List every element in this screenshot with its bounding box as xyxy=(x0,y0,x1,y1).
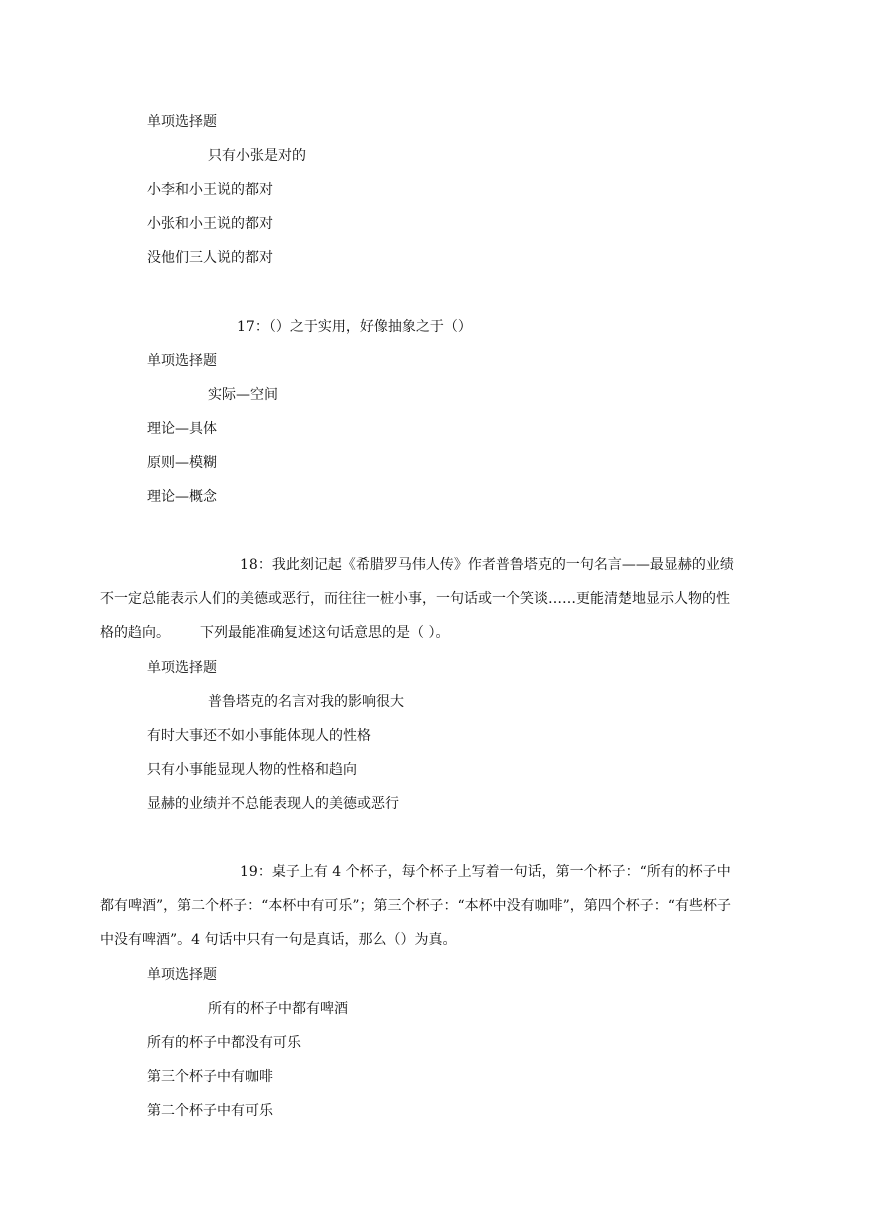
option-b[interactable]: 所有的杯子中都没有可乐 xyxy=(147,1035,301,1051)
question-18-stem xyxy=(100,548,740,650)
question-type-label: 单项选择题 xyxy=(147,353,217,369)
question-type-label: 单项选择题 xyxy=(147,967,217,983)
option-d[interactable]: 第二个杯子中有可乐 xyxy=(147,1103,273,1119)
option-a[interactable]: 实际—空间 xyxy=(208,387,278,403)
option-d[interactable]: 显赫的业绩并不总能表现人的美德或恶行 xyxy=(147,796,399,812)
option-a[interactable]: 所有的杯子中都有啤酒 xyxy=(208,1001,348,1017)
question-type-label: 单项选择题 xyxy=(147,114,217,130)
question-type-label: 单项选择题 xyxy=(147,660,217,676)
option-c[interactable]: 原则—模糊 xyxy=(147,455,217,471)
question-19-stem xyxy=(100,855,740,957)
option-c[interactable]: 只有小事能显现人物的性格和趋向 xyxy=(147,762,357,778)
option-a[interactable]: 只有小张是对的 xyxy=(208,148,306,164)
question-18-stem-main: 18：我此刻记起《希腊罗马伟人传》作者普鲁塔克的一句名言——最显赫的业绩不一定总能表示人们的美德或恶行，而往往一桩小事，一句话或一个笑谈……更能清楚地显示人物的性格的趋向。 xyxy=(100,557,734,641)
option-d[interactable]: 没他们三人说的都对 xyxy=(147,250,273,266)
option-b[interactable]: 小李和小王说的都对 xyxy=(147,182,273,198)
option-a[interactable]: 普鲁塔克的名言对我的影响很大 xyxy=(208,694,404,710)
option-c[interactable]: 第三个杯子中有咖啡 xyxy=(147,1069,273,1085)
option-d[interactable]: 理论—概念 xyxy=(147,489,217,505)
question-19-stem-text: 19：桌子上有 4 个杯子，每个杯子上写着一句话，第一个杯子：“所有的杯子中都有啤酒”，第二个杯子：“本杯中有可乐”；第三个杯子：“本杯中没有咖啡”，第四个杯子：“有些杯子中没有啤酒”。4 句话中只有一句是真话，那么（）为真。 xyxy=(100,864,731,948)
option-b[interactable]: 有时大事还不如小事能体现人的性格 xyxy=(147,728,371,744)
question-17-stem: 17：（）之于实用，好像抽象之于（） xyxy=(237,319,472,335)
question-18-stem-prompt: 下列最能准确复述这句话意思的是（ ）。 xyxy=(200,625,450,641)
option-c[interactable]: 小张和小王说的都对 xyxy=(147,216,273,232)
option-b[interactable]: 理论—具体 xyxy=(147,421,217,437)
